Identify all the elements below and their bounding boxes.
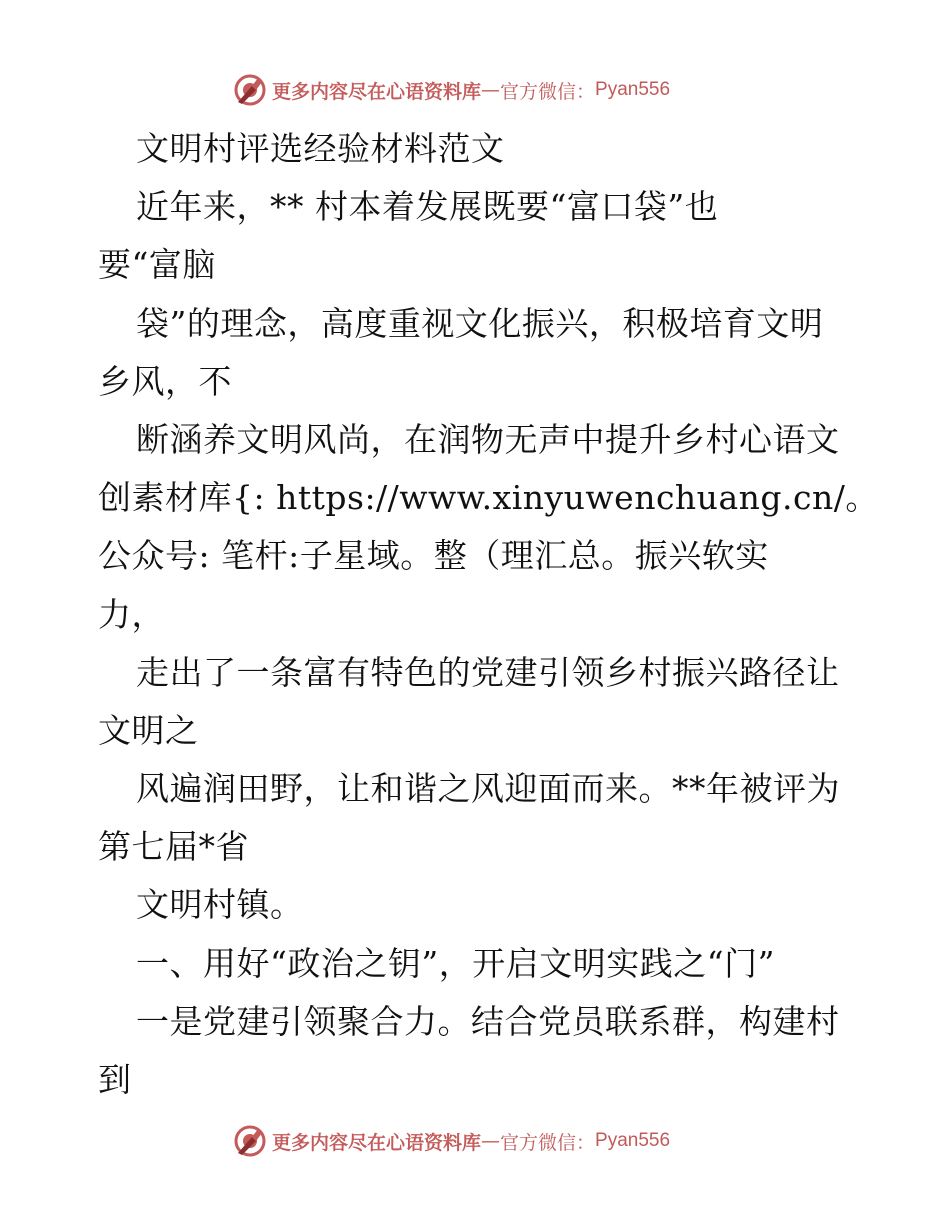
footer-banner xyxy=(232,1121,670,1161)
document-body xyxy=(98,120,878,1109)
text-line: 文明村镇。 xyxy=(136,885,304,925)
banner-main-text: 更多内容尽在心语资料库 xyxy=(272,1131,482,1154)
text-line: 走出了一条富有特色的党建引领乡村振兴路径让 xyxy=(136,652,840,692)
text-line: 力， xyxy=(98,594,165,634)
banner-main-text: 更多内容尽在心语资料库 xyxy=(272,80,482,103)
text-line: 公众号: 笔杆:子星域。整（理汇总。振兴软实 xyxy=(98,536,769,576)
section-heading: 一、用好“政治之钥”，开启文明实践之“门” xyxy=(136,943,775,983)
text-line: 到 xyxy=(98,1060,132,1099)
text-line: 创素材库{: https://www.xinyuwenchuang.cn/。 xyxy=(98,478,879,518)
banner-account: Pyan556 xyxy=(595,79,671,100)
text-line: 第七届*省 xyxy=(98,827,249,867)
text-line: 一是党建引领聚合力。结合党员联系群，构建村 xyxy=(136,1001,840,1041)
text-line: 要“富脑 xyxy=(98,245,216,285)
pen-circle-icon xyxy=(232,72,268,108)
banner-account: Pyan556 xyxy=(595,1130,671,1151)
text-line: 袋”的理念，高度重视文化振兴，积极培育文明 xyxy=(136,303,824,343)
header-banner xyxy=(232,70,670,110)
document-title: 文明村评选经验材料范文 xyxy=(136,129,505,168)
text-line: 风遍润田野，让和谐之风迎面而来。**年被评为 xyxy=(136,769,840,809)
text-line: 近年来，** 村本着发展既要“富口袋”也 xyxy=(136,187,719,227)
banner-dash: — xyxy=(481,79,501,101)
banner-sub-text: 官方微信： xyxy=(500,1131,596,1154)
banner-dash: — xyxy=(481,1130,501,1152)
text-line: 文明之 xyxy=(98,710,199,750)
banner-sub-text: 官方微信： xyxy=(500,80,596,103)
pen-circle-icon xyxy=(232,1123,268,1159)
text-line: 乡风，不 xyxy=(98,361,232,401)
text-line: 断涵养文明风尚，在润物无声中提升乡村心语文 xyxy=(136,419,840,459)
